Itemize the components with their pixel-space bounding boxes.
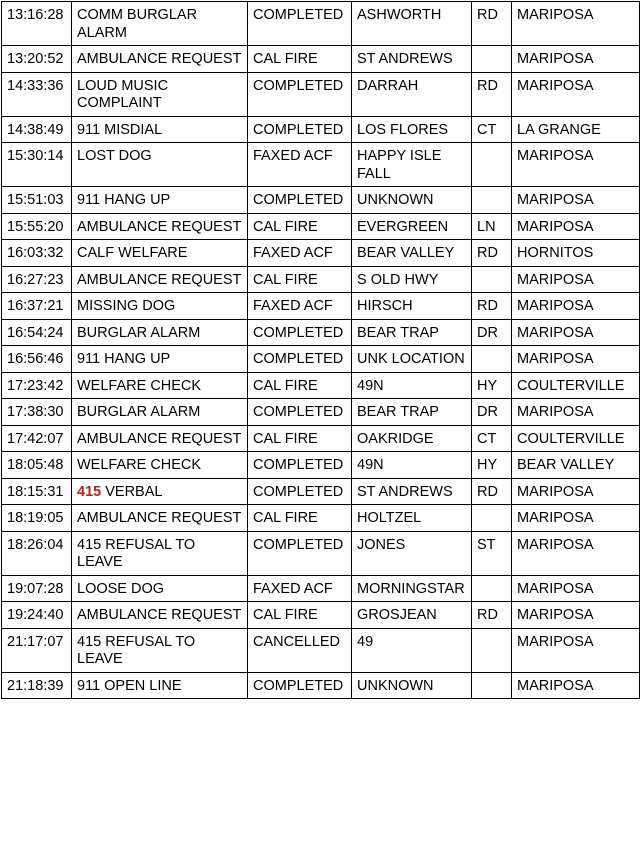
street-suffix-cell: RD: [472, 240, 512, 267]
street-suffix-cell: DR: [472, 399, 512, 426]
table-row: [2, 505, 640, 532]
incident-text: VERBAL: [105, 483, 163, 500]
incident-cell: AMBULANCE REQUEST: [72, 425, 248, 452]
street-cell: UNK LOCATION: [352, 346, 472, 373]
city-cell: MARIPOSA: [512, 575, 640, 602]
city-cell: MARIPOSA: [512, 399, 640, 426]
city-cell: MARIPOSA: [512, 46, 640, 73]
table-row: [2, 293, 640, 320]
street-cell: BEAR TRAP: [352, 319, 472, 346]
disposition-cell: CAL FIRE: [248, 213, 352, 240]
city-cell: MARIPOSA: [512, 478, 640, 505]
city-cell: MARIPOSA: [512, 266, 640, 293]
disposition-cell: COMPLETED: [248, 399, 352, 426]
table-row: [2, 187, 640, 214]
street-cell: 49N: [352, 452, 472, 479]
incident-cell: CALF WELFARE: [72, 240, 248, 267]
city-cell: MARIPOSA: [512, 213, 640, 240]
incident-cell: 911 MISDIAL: [72, 116, 248, 143]
time-cell: 21:18:39: [2, 672, 72, 699]
city-cell: MARIPOSA: [512, 628, 640, 672]
city-cell: MARIPOSA: [512, 672, 640, 699]
street-suffix-cell: [472, 46, 512, 73]
city-cell: BEAR VALLEY: [512, 452, 640, 479]
time-cell: 13:20:52: [2, 46, 72, 73]
call-log-body: [2, 2, 640, 699]
street-suffix-cell: ST: [472, 531, 512, 575]
street-cell: BEAR VALLEY: [352, 240, 472, 267]
street-cell: 49: [352, 628, 472, 672]
disposition-cell: CAL FIRE: [248, 372, 352, 399]
street-suffix-cell: [472, 346, 512, 373]
table-row: [2, 116, 640, 143]
incident-cell: MISSING DOG: [72, 293, 248, 320]
incident-cell: LOOSE DOG: [72, 575, 248, 602]
table-row: [2, 240, 640, 267]
street-suffix-cell: HY: [472, 372, 512, 399]
table-row: [2, 452, 640, 479]
time-cell: 16:27:23: [2, 266, 72, 293]
street-suffix-cell: RD: [472, 72, 512, 116]
time-cell: 15:55:20: [2, 213, 72, 240]
street-suffix-cell: HY: [472, 452, 512, 479]
street-suffix-cell: RD: [472, 478, 512, 505]
city-cell: COULTERVILLE: [512, 425, 640, 452]
disposition-cell: CAL FIRE: [248, 266, 352, 293]
time-cell: 16:03:32: [2, 240, 72, 267]
city-cell: MARIPOSA: [512, 187, 640, 214]
street-cell: HAPPY ISLE FALL: [352, 143, 472, 187]
incident-cell: AMBULANCE REQUEST: [72, 213, 248, 240]
incident-cell: COMM BURGLAR ALARM: [72, 2, 248, 46]
street-suffix-cell: RD: [472, 293, 512, 320]
table-row: [2, 575, 640, 602]
city-cell: LA GRANGE: [512, 116, 640, 143]
city-cell: MARIPOSA: [512, 293, 640, 320]
street-suffix-cell: CT: [472, 425, 512, 452]
time-cell: 18:19:05: [2, 505, 72, 532]
street-suffix-cell: DR: [472, 319, 512, 346]
disposition-cell: CANCELLED: [248, 628, 352, 672]
incident-code-highlight: 415: [77, 483, 102, 500]
city-cell: MARIPOSA: [512, 2, 640, 46]
street-suffix-cell: [472, 628, 512, 672]
street-suffix-cell: RD: [472, 602, 512, 629]
table-row: [2, 628, 640, 672]
time-cell: 21:17:07: [2, 628, 72, 672]
table-row: [2, 72, 640, 116]
street-cell: UNKNOWN: [352, 672, 472, 699]
table-row: [2, 319, 640, 346]
time-cell: 14:33:36: [2, 72, 72, 116]
city-cell: MARIPOSA: [512, 505, 640, 532]
street-cell: S OLD HWY: [352, 266, 472, 293]
street-cell: HIRSCH: [352, 293, 472, 320]
incident-cell: 415 REFUSAL TO LEAVE: [72, 531, 248, 575]
incident-cell: BURGLAR ALARM: [72, 399, 248, 426]
disposition-cell: COMPLETED: [248, 2, 352, 46]
disposition-cell: COMPLETED: [248, 672, 352, 699]
time-cell: 19:24:40: [2, 602, 72, 629]
street-cell: DARRAH: [352, 72, 472, 116]
street-cell: ST ANDREWS: [352, 46, 472, 73]
incident-cell: LOUD MUSIC COMPLAINT: [72, 72, 248, 116]
street-suffix-cell: [472, 143, 512, 187]
street-suffix-cell: LN: [472, 213, 512, 240]
incident-cell: BURGLAR ALARM: [72, 319, 248, 346]
time-cell: 18:05:48: [2, 452, 72, 479]
table-row: [2, 346, 640, 373]
disposition-cell: COMPLETED: [248, 531, 352, 575]
time-cell: 17:23:42: [2, 372, 72, 399]
table-row: [2, 2, 640, 46]
time-cell: 16:56:46: [2, 346, 72, 373]
street-cell: OAKRIDGE: [352, 425, 472, 452]
street-suffix-cell: [472, 187, 512, 214]
time-cell: 17:38:30: [2, 399, 72, 426]
city-cell: MARIPOSA: [512, 346, 640, 373]
street-cell: UNKNOWN: [352, 187, 472, 214]
city-cell: MARIPOSA: [512, 319, 640, 346]
time-cell: 17:42:07: [2, 425, 72, 452]
disposition-cell: COMPLETED: [248, 319, 352, 346]
street-suffix-cell: CT: [472, 116, 512, 143]
incident-cell: WELFARE CHECK: [72, 372, 248, 399]
incident-cell: 911 OPEN LINE: [72, 672, 248, 699]
time-cell: 16:54:24: [2, 319, 72, 346]
street-cell: HOLTZEL: [352, 505, 472, 532]
table-row: [2, 372, 640, 399]
street-cell: MORNINGSTAR: [352, 575, 472, 602]
disposition-cell: COMPLETED: [248, 346, 352, 373]
time-cell: 19:07:28: [2, 575, 72, 602]
incident-cell: 911 HANG UP: [72, 187, 248, 214]
disposition-cell: FAXED ACF: [248, 293, 352, 320]
disposition-cell: CAL FIRE: [248, 425, 352, 452]
street-cell: 49N: [352, 372, 472, 399]
table-row: [2, 46, 640, 73]
city-cell: HORNITOS: [512, 240, 640, 267]
table-row: [2, 531, 640, 575]
street-suffix-cell: [472, 672, 512, 699]
disposition-cell: FAXED ACF: [248, 575, 352, 602]
street-cell: BEAR TRAP: [352, 399, 472, 426]
disposition-cell: CAL FIRE: [248, 46, 352, 73]
disposition-cell: CAL FIRE: [248, 602, 352, 629]
street-suffix-cell: [472, 505, 512, 532]
street-cell: JONES: [352, 531, 472, 575]
call-log-table: [1, 1, 640, 699]
disposition-cell: CAL FIRE: [248, 505, 352, 532]
time-cell: 18:26:04: [2, 531, 72, 575]
table-row: [2, 478, 640, 505]
table-row: [2, 143, 640, 187]
incident-cell: AMBULANCE REQUEST: [72, 505, 248, 532]
disposition-cell: COMPLETED: [248, 72, 352, 116]
time-cell: 16:37:21: [2, 293, 72, 320]
incident-cell: AMBULANCE REQUEST: [72, 602, 248, 629]
incident-cell: 415 REFUSAL TO LEAVE: [72, 628, 248, 672]
time-cell: 18:15:31: [2, 478, 72, 505]
disposition-cell: COMPLETED: [248, 116, 352, 143]
city-cell: MARIPOSA: [512, 72, 640, 116]
city-cell: MARIPOSA: [512, 143, 640, 187]
time-cell: 15:30:14: [2, 143, 72, 187]
table-row: [2, 266, 640, 293]
table-row: [2, 602, 640, 629]
disposition-cell: COMPLETED: [248, 452, 352, 479]
city-cell: COULTERVILLE: [512, 372, 640, 399]
time-cell: 15:51:03: [2, 187, 72, 214]
city-cell: MARIPOSA: [512, 531, 640, 575]
incident-cell: AMBULANCE REQUEST: [72, 46, 248, 73]
incident-cell: WELFARE CHECK: [72, 452, 248, 479]
time-cell: 13:16:28: [2, 2, 72, 46]
street-cell: ASHWORTH: [352, 2, 472, 46]
incident-cell: LOST DOG: [72, 143, 248, 187]
incident-cell: 911 HANG UP: [72, 346, 248, 373]
table-row: [2, 399, 640, 426]
table-row: [2, 425, 640, 452]
disposition-cell: COMPLETED: [248, 187, 352, 214]
street-suffix-cell: RD: [472, 2, 512, 46]
street-cell: GROSJEAN: [352, 602, 472, 629]
street-suffix-cell: [472, 266, 512, 293]
table-row: [2, 213, 640, 240]
incident-cell: AMBULANCE REQUEST: [72, 266, 248, 293]
street-suffix-cell: [472, 575, 512, 602]
disposition-cell: FAXED ACF: [248, 240, 352, 267]
time-cell: 14:38:49: [2, 116, 72, 143]
city-cell: MARIPOSA: [512, 602, 640, 629]
street-cell: LOS FLORES: [352, 116, 472, 143]
incident-cell: [72, 478, 248, 505]
table-row: [2, 672, 640, 699]
street-cell: ST ANDREWS: [352, 478, 472, 505]
disposition-cell: COMPLETED: [248, 478, 352, 505]
disposition-cell: FAXED ACF: [248, 143, 352, 187]
street-cell: EVERGREEN: [352, 213, 472, 240]
